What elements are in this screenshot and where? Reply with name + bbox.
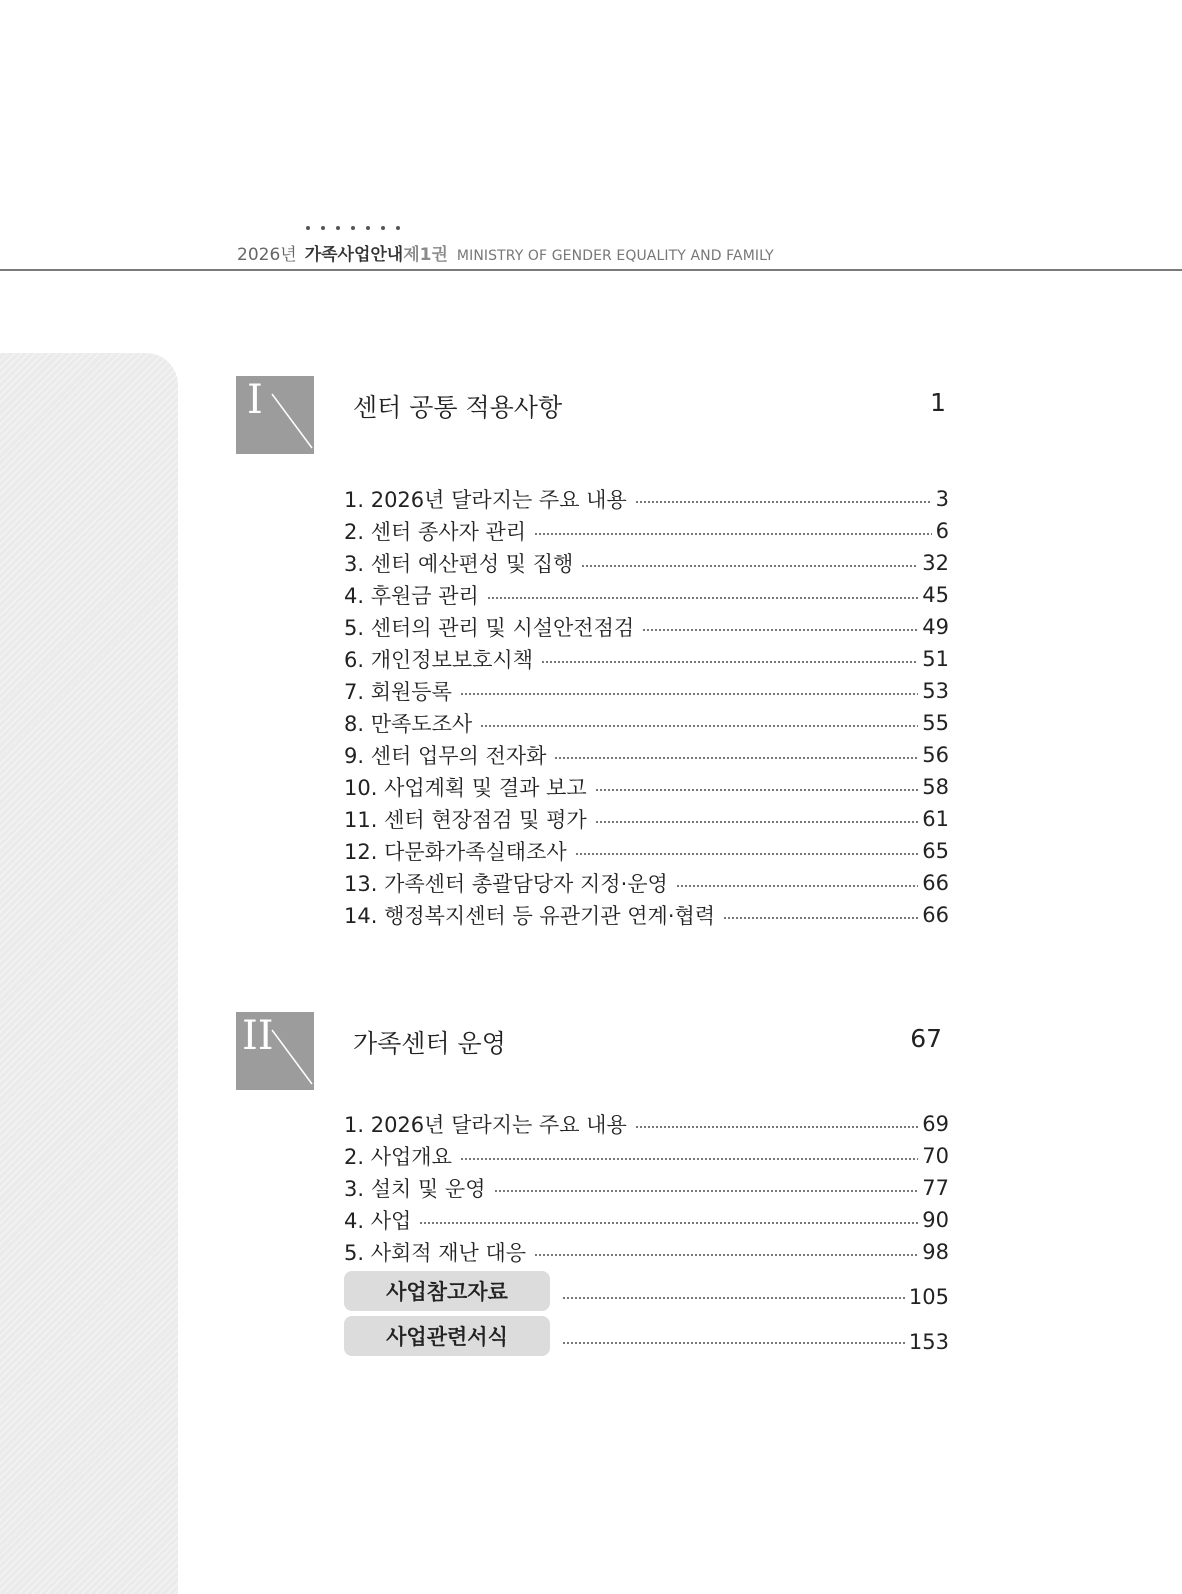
- appendix-row[interactable]: [344, 1316, 949, 1356]
- toc-item-page: 55: [922, 711, 949, 735]
- toc-item[interactable]: [344, 675, 949, 707]
- toc-item[interactable]: [344, 771, 949, 803]
- toc-item[interactable]: [344, 707, 949, 739]
- toc-item[interactable]: [344, 643, 949, 675]
- header-dot: [381, 226, 385, 230]
- dot-leader: [635, 501, 932, 503]
- toc-item-label: 1. 2026년 달라지는 주요 내용: [344, 488, 627, 512]
- toc-item[interactable]: [344, 611, 949, 643]
- header-volume: 제1권: [403, 245, 448, 265]
- toc-item-page: 98: [922, 1240, 949, 1264]
- chapter-numeral: I: [247, 377, 263, 423]
- dot-leader: [460, 1158, 918, 1160]
- chapter-numeral-box: [236, 1012, 314, 1090]
- dot-leader: [562, 1342, 905, 1344]
- toc-item-page: 51: [922, 647, 949, 671]
- dot-leader: [494, 1190, 919, 1192]
- toc-item-label: 5. 센터의 관리 및 시설안전점검: [344, 616, 635, 640]
- toc-item-label: 2. 센터 종사자 관리: [344, 520, 527, 544]
- toc-item-label: 13. 가족센터 총괄담당자 지정·운영: [344, 872, 668, 896]
- toc-item[interactable]: [344, 1172, 949, 1204]
- toc-item-label: 5. 사회적 재난 대응: [344, 1241, 527, 1265]
- toc-item-label: 3. 센터 예산편성 및 집행: [344, 552, 574, 576]
- appendix-row[interactable]: [344, 1271, 949, 1311]
- toc-item-page: 56: [922, 743, 949, 767]
- appendix-forms-pill: 사업관련서식: [344, 1316, 550, 1356]
- dot-leader: [723, 917, 918, 919]
- toc-item[interactable]: [344, 515, 949, 547]
- dot-leader: [554, 757, 918, 759]
- header-dot: [351, 226, 355, 230]
- chapter-page-number: 1: [930, 388, 946, 417]
- header-dot: [321, 226, 325, 230]
- toc-item-page: 45: [922, 583, 949, 607]
- header-dots: [306, 226, 400, 234]
- toc-item-page: 65: [922, 839, 949, 863]
- header-year: 2026년: [237, 245, 297, 265]
- toc-item[interactable]: [344, 483, 949, 515]
- toc-item-page: 61: [922, 807, 949, 831]
- toc-item-page: 69: [922, 1112, 949, 1136]
- toc-item[interactable]: [344, 1236, 949, 1268]
- toc-item-page: 77: [922, 1176, 949, 1200]
- toc-item-page: 32: [922, 551, 949, 575]
- chapter-title: 센터 공통 적용사항: [353, 393, 563, 422]
- header-rule: [0, 269, 1182, 271]
- running-header: [237, 240, 774, 265]
- toc-item-label: 7. 회원등록: [344, 680, 452, 704]
- chapter-title: 가족센터 운영: [353, 1029, 506, 1058]
- toc-item[interactable]: [344, 867, 949, 899]
- toc-item[interactable]: [344, 1204, 949, 1236]
- toc-item-label: 9. 센터 업무의 전자화: [344, 744, 547, 768]
- toc-item[interactable]: [344, 579, 949, 611]
- dot-leader: [534, 533, 932, 535]
- dot-leader: [487, 597, 918, 599]
- toc-item[interactable]: [344, 1140, 949, 1172]
- dot-leader: [419, 1222, 918, 1224]
- chapter-numeral: II: [242, 1013, 274, 1059]
- appendix-reference-pill: 사업참고자료: [344, 1271, 550, 1311]
- toc-item[interactable]: [344, 547, 949, 579]
- appendix-page: 105: [908, 1285, 949, 1309]
- toc-item-label: 12. 다문화가족실태조사: [344, 840, 567, 864]
- chapter-page-number: 67: [910, 1024, 942, 1053]
- dot-leader: [460, 693, 918, 695]
- header-title: 가족사업안내: [304, 245, 404, 265]
- header-dot: [396, 226, 400, 230]
- header-dot: [336, 226, 340, 230]
- toc-item-label: 3. 설치 및 운영: [344, 1177, 486, 1201]
- dot-leader: [562, 1297, 905, 1299]
- toc-item-label: 10. 사업계획 및 결과 보고: [344, 776, 587, 800]
- dot-leader: [480, 725, 918, 727]
- toc-item-label: 8. 만족도조사: [344, 712, 473, 736]
- header-dot: [306, 226, 310, 230]
- toc-item[interactable]: [344, 739, 949, 771]
- side-panel-decoration: [0, 353, 178, 1594]
- toc-item-label: 11. 센터 현장점검 및 평가: [344, 808, 587, 832]
- dot-leader: [575, 853, 919, 855]
- dot-leader: [635, 1126, 919, 1128]
- toc-list: [344, 483, 949, 931]
- toc-item[interactable]: [344, 899, 949, 931]
- dot-leader: [534, 1254, 918, 1256]
- toc-item-label: 1. 2026년 달라지는 주요 내용: [344, 1113, 627, 1137]
- toc-item[interactable]: [344, 835, 949, 867]
- toc-item-page: 6: [935, 519, 949, 543]
- toc-item[interactable]: [344, 803, 949, 835]
- header-dot: [366, 226, 370, 230]
- toc-item-page: 49: [922, 615, 949, 639]
- toc-item-page: 70: [922, 1144, 949, 1168]
- toc-item-page: 66: [922, 871, 949, 895]
- appendix-page: 153: [908, 1330, 949, 1354]
- chapter-numeral-box: [236, 376, 314, 454]
- toc-item-page: 66: [922, 903, 949, 927]
- toc-item-label: 4. 사업: [344, 1209, 412, 1233]
- dot-leader: [676, 885, 918, 887]
- toc-item-label: 2. 사업개요: [344, 1145, 452, 1169]
- toc-item-label: 4. 후원금 관리: [344, 584, 479, 608]
- dot-leader: [595, 789, 919, 791]
- dot-leader: [541, 661, 918, 663]
- toc-item-page: 3: [935, 487, 949, 511]
- header-ministry: MINISTRY OF GENDER EQUALITY AND FAMILY: [456, 248, 774, 264]
- toc-item[interactable]: [344, 1108, 949, 1140]
- toc-item-label: 6. 개인정보보호시책: [344, 648, 533, 672]
- toc-item-label: 14. 행정복지센터 등 유관기관 연계·협력: [344, 904, 716, 928]
- toc-list: [344, 1108, 949, 1268]
- toc-item-page: 90: [922, 1208, 949, 1232]
- toc-item-page: 58: [922, 775, 949, 799]
- dot-leader: [642, 629, 918, 631]
- toc-item-page: 53: [922, 679, 949, 703]
- dot-leader: [595, 821, 919, 823]
- dot-leader: [581, 565, 918, 567]
